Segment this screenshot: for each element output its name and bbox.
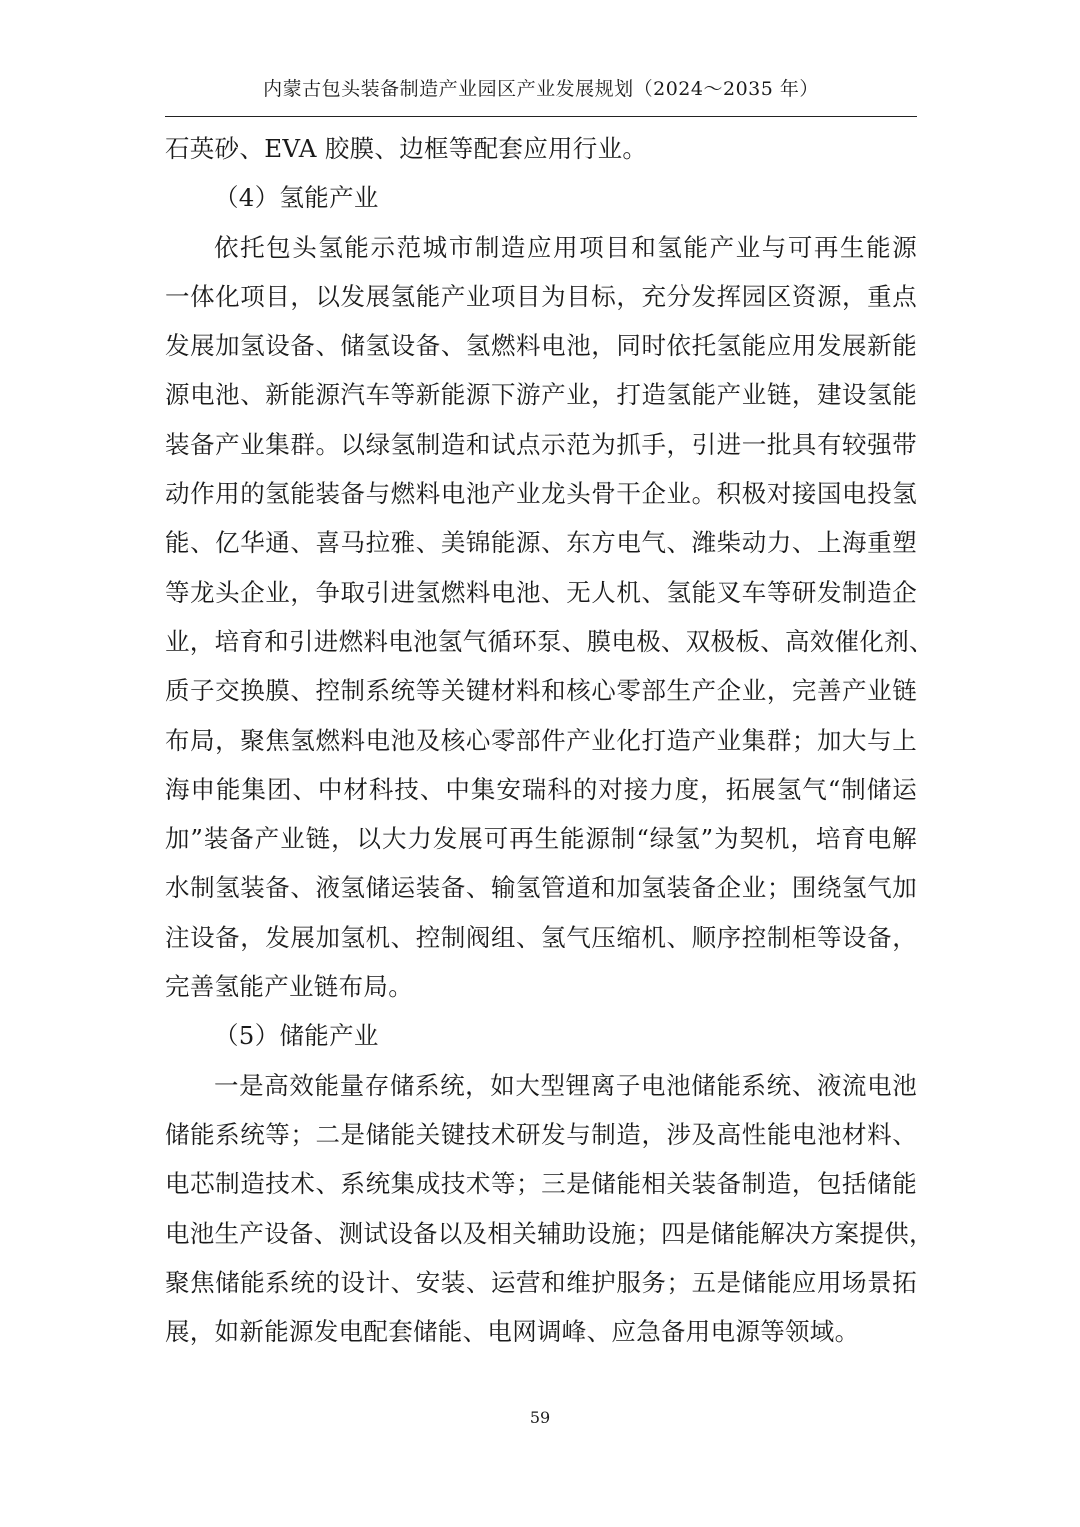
body-line: 加”装备产业链，以大力发展可再生能源制“绿氢”为契机，培育电解: [165, 824, 917, 854]
body-line: 注设备，发展加氢机、控制阀组、氢气压缩机、顺序控制柜等设备，: [165, 922, 917, 952]
document-title: 内蒙古包头装备制造产业园区产业发展规划（2024～2035 年）: [263, 78, 819, 100]
paragraph-energy-storage: [165, 1061, 934, 1357]
body-line: 水制氢装备、液氢储运装备、输氢管道和加氢装备企业；围绕氢气加: [165, 873, 917, 903]
body-line: 依托包头氢能示范城市制造应用项目和氢能产业与可再生能源: [214, 232, 917, 262]
paragraph-hydrogen: [165, 223, 934, 1012]
body-line: 石英砂、EVA 胶膜、边框等配套应用行业。: [165, 134, 648, 163]
page-number: 59: [529, 1408, 551, 1427]
body-line: 电池生产设备、测试设备以及相关辅助设施；四是储能解决方案提供，: [165, 1218, 934, 1248]
body-line: 完善氢能产业链布局。: [165, 972, 413, 1002]
page-body: [165, 124, 934, 1356]
body-line: 等龙头企业，争取引进氢燃料电池、无人机、氢能叉车等研发制造企: [165, 577, 917, 607]
body-line: 聚焦储能系统的设计、安装、运营和维护服务；五是储能应用场景拓: [165, 1267, 917, 1297]
body-line: 发展加氢设备、储氢设备、氢燃料电池，同时依托氢能应用发展新能: [165, 331, 917, 361]
body-line: 一体化项目，以发展氢能产业项目为目标，充分发挥园区资源，重点: [165, 281, 917, 311]
body-line: 源电池、新能源汽车等新能源下游产业，打造氢能产业链，建设氢能: [165, 380, 917, 410]
section-heading-energy-storage: （5）储能产业: [214, 1021, 379, 1051]
body-line: 动作用的氢能装备与燃料电池产业龙头骨干企业。积极对接国电投氢: [165, 479, 917, 509]
body-line: 储能系统等；二是储能关键技术研发与制造，涉及高性能电池材料、: [165, 1119, 917, 1149]
body-line: 能、亿华通、喜马拉雅、美锦能源、东方电气、潍柴动力、上海重塑: [165, 528, 917, 558]
page-header: [165, 62, 917, 117]
body-line: 电芯制造技术、系统集成技术等；三是储能相关装备制造，包括储能: [165, 1169, 917, 1199]
body-line: 一是高效能量存储系统，如大型锂离子电池储能系统、液流电池: [214, 1070, 917, 1100]
body-line: 海申能集团、中材科技、中集安瑞科的对接力度，拓展氢气“制储运: [165, 774, 917, 804]
body-line: 装备产业集群。以绿氢制造和试点示范为抓手，引进一批具有较强带: [165, 429, 917, 459]
body-line: 布局，聚焦氢燃料电池及核心零部件产业化打造产业集群；加大与上: [165, 725, 917, 755]
section-heading-hydrogen: （4）氢能产业: [214, 183, 379, 213]
body-line: 业，培育和引进燃料电池氢气循环泵、膜电极、双极板、高效催化剂、: [165, 626, 934, 656]
body-line: 质子交换膜、控制系统等关键材料和核心零部生产企业，完善产业链: [165, 676, 917, 706]
body-line: 展，如新能源发电配套储能、电网调峰、应急备用电源等领域。: [165, 1317, 860, 1347]
